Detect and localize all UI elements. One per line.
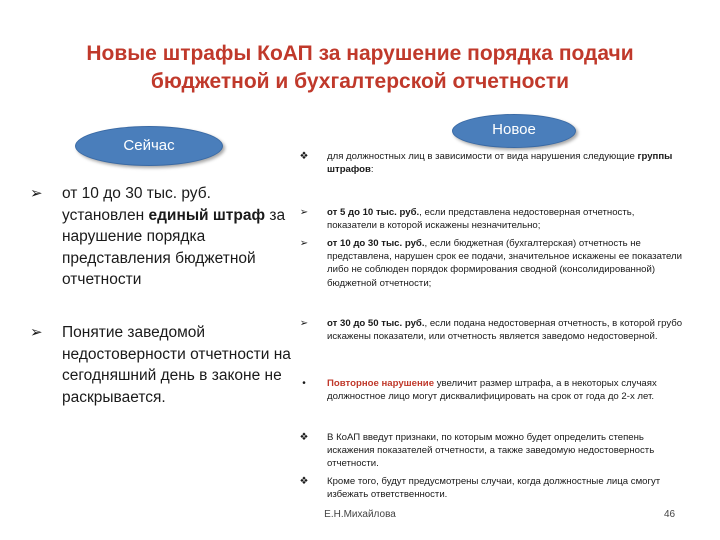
diamond-bullet-icon: ❖ (299, 151, 309, 162)
title-line-2: бюджетной и бухгалтерской отчетности (150, 70, 570, 93)
dot-bullet-icon: • (302, 378, 306, 389)
arrow-bullet-icon: ➢ (299, 207, 309, 218)
right-item-intro: ❖ для должностных лиц в зависимости от вида нарушения следующие группы штрафов: (297, 150, 685, 176)
page-number: 46 (664, 509, 676, 520)
right-item-fine-1: ➢ от 5 до 10 тыс. руб., если представлена недостоверная отчетность, показатели в которой искажены незначительно; (297, 206, 685, 232)
title-line-1: Новые штрафы КоАП за нарушение порядка подачи (86, 42, 634, 65)
new-label: Новое (452, 114, 576, 148)
right-item-fine-2: ➢ от 10 до 30 тыс. руб., если бюджетная (бухгалтерская) отчетность не представлена, нарушен срок ее подачи, значительное искажены ее показатели либо не соблюден порядок формирования сводной (консолидированной) бюджетной отчетности; (297, 237, 685, 290)
left-item-definition: ➢ Понятие заведомой недостоверности отчетности на сегодняшний день в законе не раскрывается. (30, 324, 291, 406)
arrow-bullet-icon: ➢ (30, 324, 43, 341)
right-item-distortion-signs: ❖ В КоАП введут признаки, по которым можно будет определить степень искажения показателей отчетности, а также заведомую недостоверность отчетности. (297, 431, 685, 471)
arrow-bullet-icon: ➢ (299, 238, 309, 249)
left-item-single-fine: ➢ от 10 до 30 тыс. руб. установлен единый штраф за нарушение порядка представления бюджетной отчетности (30, 185, 286, 288)
right-item-avoid-liability: ❖ Кроме того, будут предусмотрены случаи, когда должностные лица смогут избежать ответственности. (297, 475, 685, 501)
arrow-bullet-icon: ➢ (299, 318, 309, 329)
right-item-fine-3: ➢ от 30 до 50 тыс. руб., если подана недостоверная отчетность, в которой грубо искажены показатели, или отчетность является заведомо недостоверной. (297, 317, 685, 343)
footer-author: Е.Н.Михайлова (324, 509, 396, 520)
right-item-repeat-violation: • Повторное нарушение увеличит размер штрафа, а в некоторых случаях должностное лицо могут дисквалифицировать на срок от года до 2-х лет. (297, 377, 685, 403)
arrow-bullet-icon: ➢ (30, 185, 43, 202)
slide-title (40, 40, 680, 96)
now-label: Сейчас (75, 126, 223, 166)
diamond-bullet-icon: ❖ (299, 476, 309, 487)
diamond-bullet-icon: ❖ (299, 432, 309, 443)
